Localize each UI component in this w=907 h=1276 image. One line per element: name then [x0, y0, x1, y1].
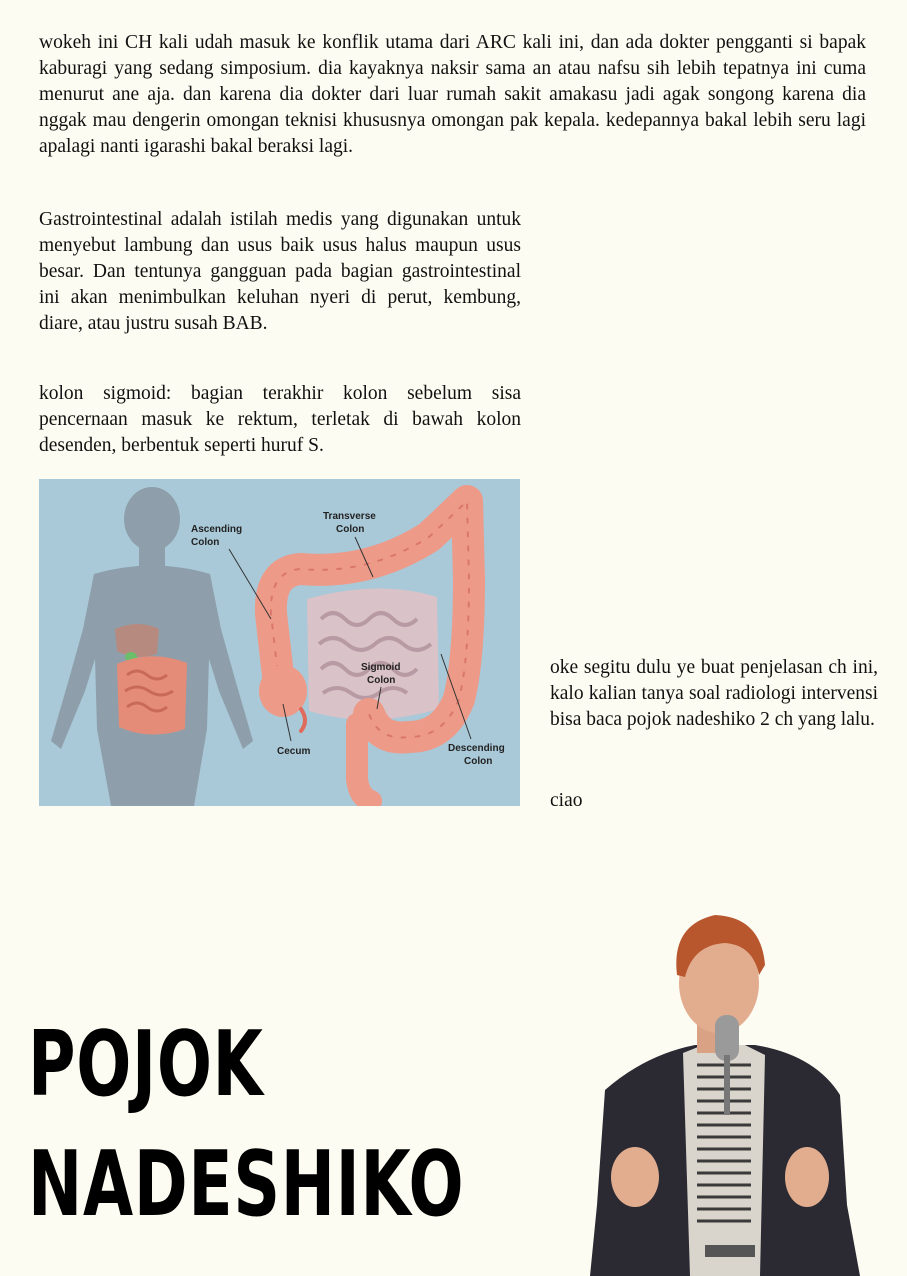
label-transverse-2: Colon	[336, 524, 365, 535]
pojok-nadeshiko-title	[28, 1005, 464, 1245]
label-ascending-2: Colon	[191, 537, 220, 548]
intro-paragraph: wokeh ini CH kali udah masuk ke konflik utama dari ARC kali ini, dan ada dokter pengganti si bapak kaburagi yang sedang simposium. dia kayaknya naksir sama an atau nafsu sih lebih tepatnya ini cuma menurut ane aja. dan karena dia dokter dari luar rumah sakit amakasu jadi agak songong karena dia nggak mau dengerin omongan teknisi khususnya omongan pak kepala. kedepannya bakal lebih seru lagi apalagi nanti igarashi bakal beraksi lagi.	[39, 32, 866, 157]
label-sigmoid-1: Sigmoid	[361, 662, 401, 673]
label-transverse-1: Transverse	[323, 511, 376, 522]
label-descending-2: Colon	[464, 756, 493, 767]
singer-left-hand	[611, 1147, 659, 1207]
label-descending-1: Descending	[448, 743, 505, 754]
singer-photo	[585, 905, 865, 1276]
label-sigmoid-2: Colon	[367, 675, 396, 686]
colon-anatomy-diagram	[39, 479, 520, 806]
title-line-2: NADESHIKO	[28, 1132, 465, 1237]
singer-right-hand	[785, 1147, 829, 1207]
label-cecum: Cecum	[277, 746, 311, 757]
label-ascending-1: Ascending	[191, 524, 243, 535]
gastrointestinal-paragraph: Gastrointestinal adalah istilah medis yang digunakan untuk menyebut lambung dan usus baik usus halus maupun usus besar. Dan tentunya gangguan pada bagian gastrointestinal ini akan menimbulkan keluhan nyeri di perut, kembung, diare, atau justru susah BAB.	[39, 209, 521, 334]
closing-paragraph: oke segitu dulu ye buat penjelasan ch ini, kalo kalian tanya soal radiologi intervensi bisa baca pojok nadeshiko 2 ch yang lalu.	[550, 657, 878, 730]
colon-anatomy-illustration	[39, 479, 520, 806]
singer-belt	[705, 1245, 755, 1257]
signoff-text: ciao	[550, 790, 583, 811]
sigmoid-paragraph: kolon sigmoid: bagian terakhir kolon sebelum sisa pencernaan masuk ke rektum, terletak di bawah kolon desenden, berbentuk seperti huruf S.	[39, 383, 521, 456]
title-line-1: POJOK	[28, 1012, 264, 1117]
